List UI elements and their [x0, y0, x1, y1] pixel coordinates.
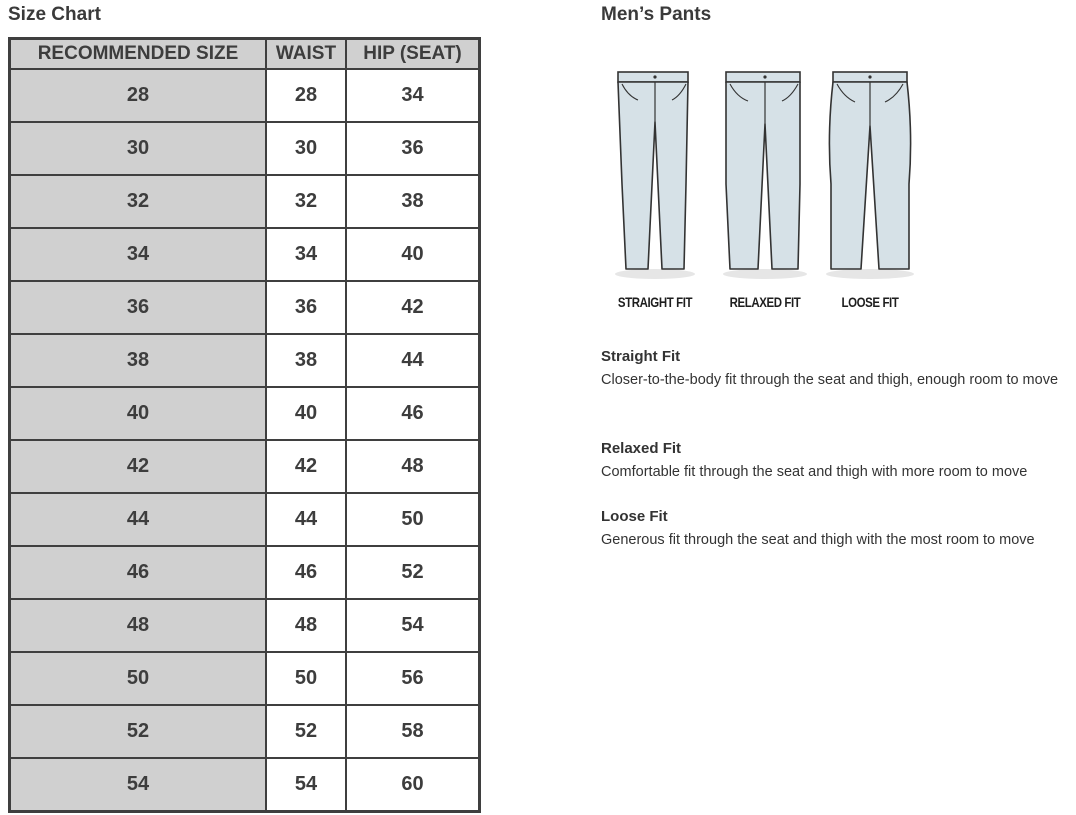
waist-cell: 34	[266, 228, 346, 281]
fit-description	[601, 438, 1071, 484]
recommended-size-cell: 32	[10, 175, 267, 228]
recommended-size-cell: 48	[10, 599, 267, 652]
table-row	[10, 334, 480, 387]
recommended-size-cell: 38	[10, 334, 267, 387]
table-header-row	[10, 39, 480, 70]
hip-cell: 58	[346, 705, 480, 758]
recommended-size-cell: 50	[10, 652, 267, 705]
hip-cell: 34	[346, 69, 480, 122]
straight-fit-caption: STRAIGHT FIT	[617, 294, 693, 310]
waist-cell: 40	[266, 387, 346, 440]
loose-fit-pants-icon	[815, 64, 925, 284]
recommended-size-cell: 30	[10, 122, 267, 175]
hip-cell: 48	[346, 440, 480, 493]
recommended-size-cell: 54	[10, 758, 267, 812]
hip-cell: 42	[346, 281, 480, 334]
table-row	[10, 175, 480, 228]
relaxed-fit-pants-icon	[710, 64, 820, 284]
fit-text: Comfortable fit through the seat and thigh with more room to move	[601, 464, 1028, 480]
size-chart-table	[8, 37, 481, 813]
table-row	[10, 758, 480, 812]
straight-fit-pants-icon	[600, 64, 710, 284]
fit-name: Straight Fit	[601, 348, 681, 365]
size-chart-title: Size Chart	[8, 4, 101, 25]
waist-cell: 44	[266, 493, 346, 546]
table-row	[10, 228, 480, 281]
hip-cell: 46	[346, 387, 480, 440]
waist-cell: 30	[266, 122, 346, 175]
table-row	[10, 69, 480, 122]
table-row	[10, 387, 480, 440]
table-row	[10, 652, 480, 705]
recommended-size-cell: 46	[10, 546, 267, 599]
waist-cell: 46	[266, 546, 346, 599]
table-row	[10, 705, 480, 758]
fit-description	[601, 506, 1071, 552]
waist-cell: 38	[266, 334, 346, 387]
table-row	[10, 546, 480, 599]
waist-cell: 28	[266, 69, 346, 122]
waist-cell: 42	[266, 440, 346, 493]
table-row	[10, 122, 480, 175]
recommended-size-cell: 44	[10, 493, 267, 546]
hip-cell: 40	[346, 228, 480, 281]
header-waist: WAIST	[266, 39, 346, 70]
waist-cell: 32	[266, 175, 346, 228]
fit-text: Closer-to-the-body fit through the seat and thigh, enough room to move	[601, 372, 1059, 388]
fit-description	[601, 346, 1071, 392]
mens-pants-title: Men’s Pants	[601, 4, 712, 25]
table-row	[10, 493, 480, 546]
recommended-size-cell: 52	[10, 705, 267, 758]
recommended-size-cell: 28	[10, 69, 267, 122]
table-row	[10, 281, 480, 334]
recommended-size-cell: 36	[10, 281, 267, 334]
waist-cell: 36	[266, 281, 346, 334]
fit-name: Relaxed Fit	[601, 440, 682, 457]
hip-cell: 36	[346, 122, 480, 175]
relaxed-fit-caption: RELAXED FIT	[729, 294, 801, 310]
recommended-size-cell: 40	[10, 387, 267, 440]
waist-cell: 48	[266, 599, 346, 652]
waist-cell: 54	[266, 758, 346, 812]
hip-cell: 38	[346, 175, 480, 228]
waist-cell: 50	[266, 652, 346, 705]
header-recommended-size: RECOMMENDED SIZE	[10, 39, 267, 70]
loose-fit-caption: LOOSE FIT	[841, 294, 899, 310]
fit-name: Loose Fit	[601, 508, 668, 525]
hip-cell: 52	[346, 546, 480, 599]
hip-cell: 44	[346, 334, 480, 387]
recommended-size-cell: 34	[10, 228, 267, 281]
hip-cell: 56	[346, 652, 480, 705]
hip-cell: 60	[346, 758, 480, 812]
fit-text: Generous fit through the seat and thigh with the most room to move	[601, 532, 1035, 548]
hip-cell: 50	[346, 493, 480, 546]
recommended-size-cell: 42	[10, 440, 267, 493]
hip-cell: 54	[346, 599, 480, 652]
waist-cell: 52	[266, 705, 346, 758]
header-hip-seat: HIP (SEAT)	[346, 39, 480, 70]
table-row	[10, 440, 480, 493]
table-row	[10, 599, 480, 652]
